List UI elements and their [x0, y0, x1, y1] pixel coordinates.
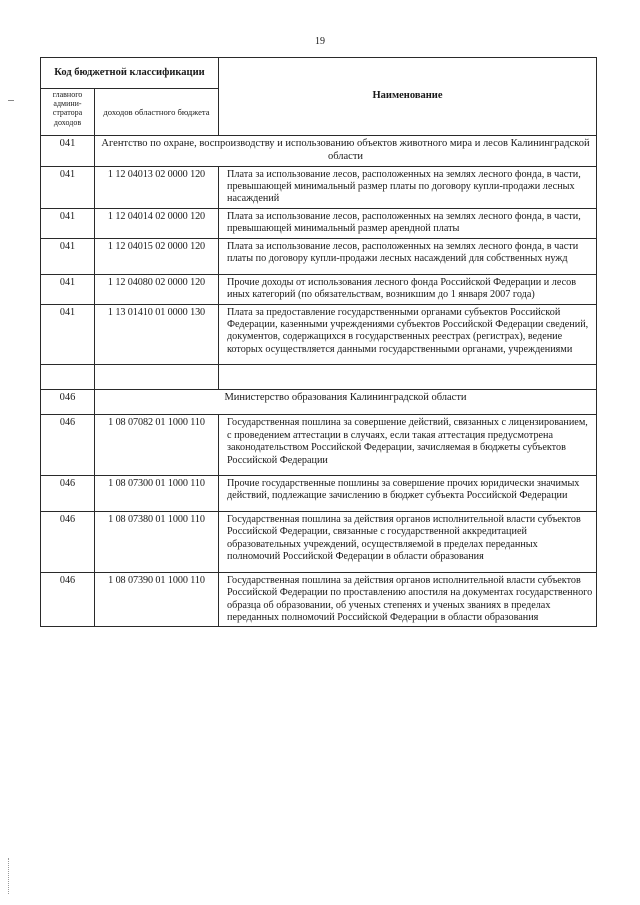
- section-row: [41, 136, 597, 167]
- revenue-code-cell: 1 12 04013 02 0000 120: [95, 166, 219, 208]
- margin-scan-mark: [8, 858, 11, 894]
- page-number: 19: [315, 36, 325, 47]
- section-title: Агентство по охране, воспроизводству и использованию объектов животного мира и лесов Калининградской области: [95, 136, 597, 167]
- revenue-name-cell: Прочие доходы от использования лесного фонда Российской Федерации и лесов иных категорий (по обязательствам, возникшим до 1 января 2007 года): [219, 274, 597, 304]
- table-row: [41, 572, 597, 627]
- table-row: [41, 476, 597, 512]
- revenue-name-cell: Плата за использование лесов, расположенных на землях лесного фонда, в части, превышающей минимальный размер арендной платы: [219, 208, 597, 238]
- admin-code-cell: 041: [41, 238, 95, 274]
- section-row: [41, 390, 597, 415]
- revenue-name-cell: Государственная пошлина за действия органов исполнительной власти субъектов Российской Федерации по проставлению апостиля на документах государственного образца об образовании, об ученых степенях и ученых званиях в пределах переданных полномочий Российской Федерации в области образования: [219, 572, 597, 627]
- table-row: [41, 304, 597, 365]
- table-row: [41, 511, 597, 572]
- table-header-row-top: [41, 58, 597, 89]
- admin-code-cell: 041: [41, 304, 95, 365]
- spacer-cell: [219, 365, 597, 390]
- revenue-code-cell: 1 12 04080 02 0000 120: [95, 274, 219, 304]
- section-code: 041: [41, 136, 95, 167]
- section-title: Министерство образования Калининградской области: [95, 390, 597, 415]
- revenue-code-cell: 1 08 07082 01 1000 110: [95, 415, 219, 476]
- header-revenue-column: доходов областного бюджета: [95, 89, 219, 136]
- table-row: [41, 238, 597, 274]
- revenue-code-cell: 1 08 07390 01 1000 110: [95, 572, 219, 627]
- revenue-name-cell: Плата за использование лесов, расположенных на землях лесного фонда, в части платы по договору купли-продажи лесных насаждений для собственных нужд: [219, 238, 597, 274]
- margin-mark: [8, 100, 14, 101]
- section-code: 046: [41, 390, 95, 415]
- admin-code-cell: 046: [41, 511, 95, 572]
- revenue-name-cell: Плата за предоставление государственными органами субъектов Российской Федерации, казенными учреждениями субъектов Российской Федерации сведений, документов, содержащихся в государственных реестрах (регистрах), ведение которых осуществляется данными государственными органами, учреждениями: [219, 304, 597, 365]
- table-row: [41, 166, 597, 208]
- revenue-name-cell: Государственная пошлина за действия органов исполнительной власти субъектов Российской Федерации, связанные с государственной аккредитацией образовательных учреждений, осуществляемой в пределах переданных полномочий Российской Федерации в области образования: [219, 511, 597, 572]
- admin-code-cell: 046: [41, 415, 95, 476]
- table-row: [41, 208, 597, 238]
- admin-code-cell: 046: [41, 572, 95, 627]
- spacer-cell: [41, 365, 95, 390]
- header-code-group: Код бюджетной классификации: [41, 58, 219, 89]
- header-admin-column: главного админи-стратора доходов: [41, 89, 95, 136]
- budget-classification-table: [40, 57, 597, 627]
- revenue-code-cell: 1 08 07380 01 1000 110: [95, 511, 219, 572]
- admin-code-cell: 041: [41, 166, 95, 208]
- revenue-code-cell: 1 08 07300 01 1000 110: [95, 476, 219, 512]
- table-row: [41, 274, 597, 304]
- admin-code-cell: 041: [41, 208, 95, 238]
- admin-code-cell: 046: [41, 476, 95, 512]
- revenue-code-cell: 1 12 04014 02 0000 120: [95, 208, 219, 238]
- revenue-name-cell: Государственная пошлина за совершение действий, связанных с лицензированием, с проведением аттестации в случаях, если такая аттестация предусмотрена законодательством Российской Федерации, зачисляемая в бюджеты субъектов Российской Федерации: [219, 415, 597, 476]
- admin-code-cell: 041: [41, 274, 95, 304]
- table-row: [41, 415, 597, 476]
- revenue-name-cell: Плата за использование лесов, расположенных на землях лесного фонда, в части, превышающей минимальный размер платы по договору купли-продажи лесных насаждений: [219, 166, 597, 208]
- spacer-cell: [95, 365, 219, 390]
- revenue-code-cell: 1 13 01410 01 0000 130: [95, 304, 219, 365]
- header-name: Наименование: [219, 58, 597, 136]
- revenue-code-cell: 1 12 04015 02 0000 120: [95, 238, 219, 274]
- spacer-row: [41, 365, 597, 390]
- revenue-name-cell: Прочие государственные пошлины за совершение прочих юридически значимых действий, подлежащие зачислению в бюджет субъекта Российской Федерации: [219, 476, 597, 512]
